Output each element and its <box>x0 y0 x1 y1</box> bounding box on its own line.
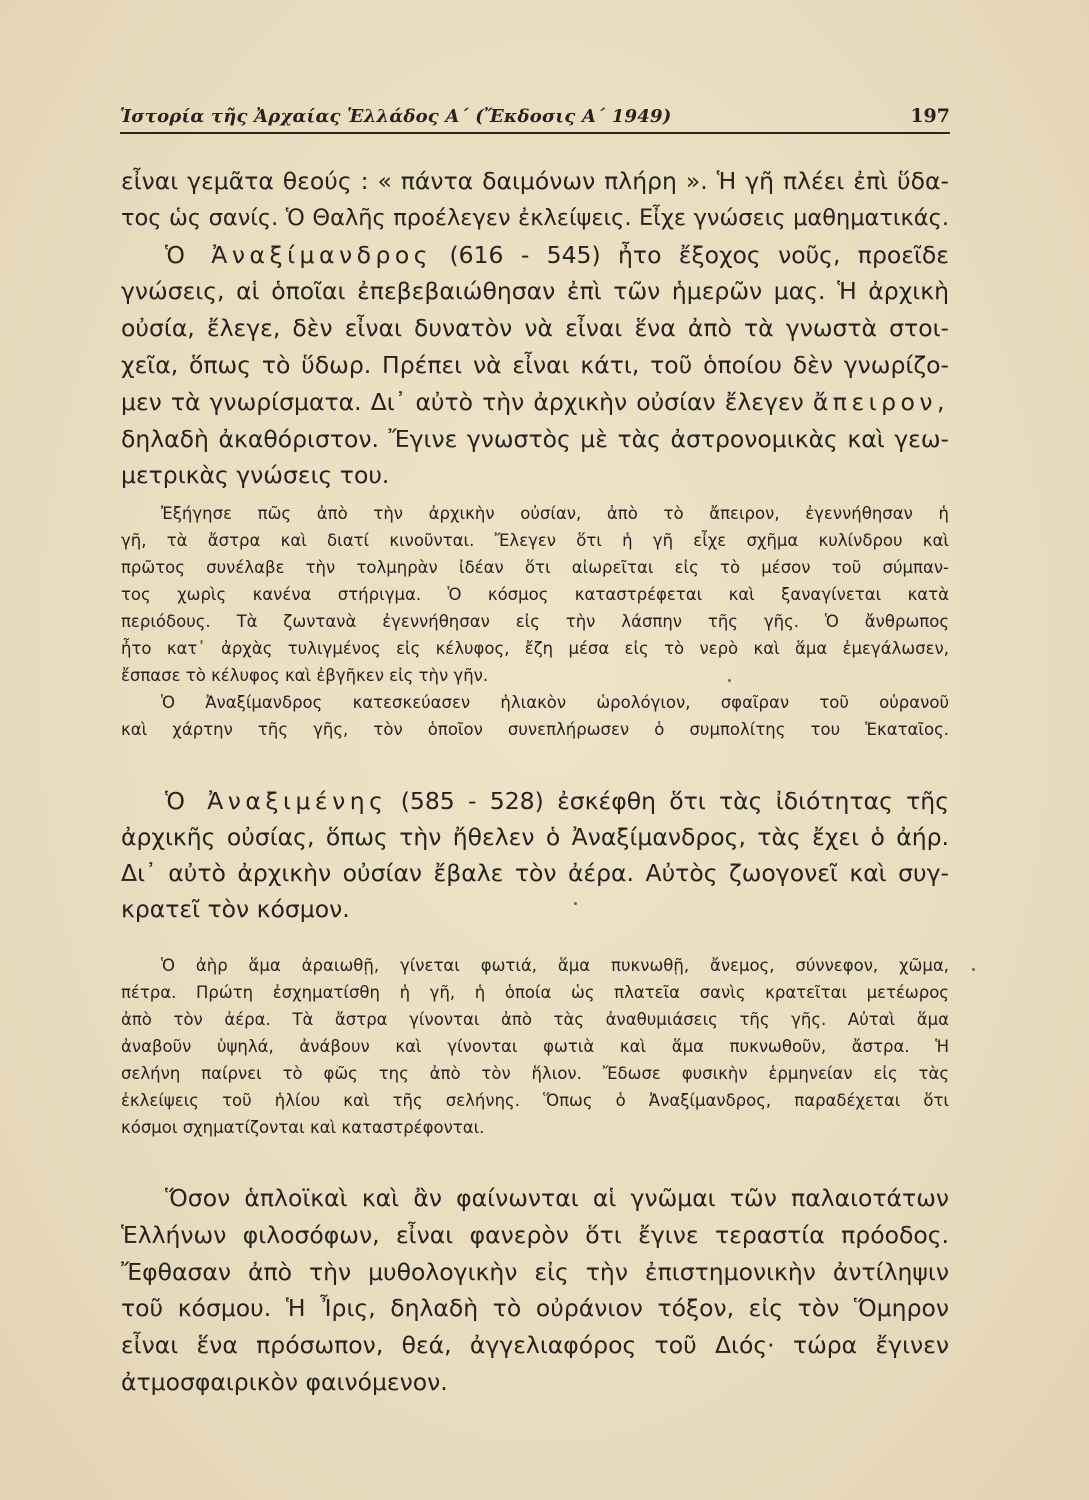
note-line: περιόδους. Τὰ ζωντανὰ ἐγεννήθησαν εἰς τὴν λάσπην τῆς γῆς. Ὁ ἄνθρωπος <box>121 612 949 631</box>
name-anaximenes: Ὁ Ἀναξιμένης <box>165 787 388 815</box>
text-line: Δι᾿ αὐτὸ ἀρχικὴν οὐσίαν ἔβαλε τὸν ἀέρα. Αὐτὸς ζωογονεῖ καὶ συγ- <box>121 859 949 887</box>
running-header <box>120 100 950 134</box>
paragraph-thales <box>121 163 949 237</box>
paper-speck <box>972 968 975 971</box>
note-line: σελήνη παίρνει τὸ φῶς της ἀπὸ τὸν ἥλιον. Ἔδωσε φυσικὴν ἑρμηνείαν εἰς τὰς <box>121 1064 949 1083</box>
text-span: (585 - 528) ἐσκέφθη ὅτι τὰς ἰδιότητας τῆς <box>400 787 949 815</box>
text-span: μεν τὰ γνωρίσματα. Δι᾿ αὐτὸ τὴν ἀρχικὴν οὐσίαν ἔλεγεν <box>121 387 804 416</box>
text-line: εἶναι ἕνα πρόσωπον, θεά, ἀγγελιαφόρος τοῦ Διός· τώρα ἔγινεν <box>121 1331 949 1360</box>
paragraph-anaximander <box>121 237 949 495</box>
term-apeiron: ἄπειρον, <box>812 387 949 416</box>
note-line: πρῶτος συνέλαβε τὴν τολμηρὰν ἰδέαν ὅτι αἰωρεῖται εἰς τὸ μέσον τοῦ σύμπαν- <box>121 558 949 577</box>
text-line: τοῦ κόσμου. Ἡ Ἶρις, δηλαδὴ τὸ οὐράνιον τόξον, εἰς τὸν Ὅμηρον <box>121 1294 949 1323</box>
note-line: Ἐξήγησε πῶς ἀπὸ τὴν ἀρχικὴν οὐσίαν, ἀπὸ τὸ ἄπειρον, ἐγεννήθησαν ἡ <box>161 504 949 523</box>
note-line: Ὁ Ἀναξίμανδρος κατεσκεύασεν ἡλιακὸν ὡρολόγιον, σφαῖραν τοῦ οὐρανοῦ <box>161 693 949 712</box>
note-line: ἦτο κατ᾿ ἀρχὰς τυλιγμένος εἰς κέλυφος, ἔζη μέσα εἰς τὸ νερὸ καὶ ἅμα ἐμεγάλωσεν, <box>121 639 949 658</box>
note-line: πέτρα. Πρώτη ἐσχηματίσθη ἡ γῆ, ἡ ὁποία ὡς πλατεῖα σανὶς κρατεῖται μετέωρος <box>121 983 949 1002</box>
text-line <box>121 783 949 819</box>
note-line: τος χωρὶς κανένα στήριγμα. Ὁ κόσμος καταστρέφεται καὶ ξαναγίνεται κατὰ <box>121 585 949 604</box>
note-line: ἐκλείψεις τοῦ ἡλίου καὶ τῆς σελήνης. Ὅπως ὁ Ἀναξίμανδρος, παραδέχεται ὅτι <box>121 1091 949 1110</box>
note-line: ἀναβοῦν ὑψηλά, ἀνάβουν καὶ γίνονται φωτιὰ καὶ ἅμα πυκνωθοῦν, ἄστρα. Ἡ <box>121 1037 949 1056</box>
text-line: χεῖα, ὅπως τὸ ὕδωρ. Πρέπει νὰ εἶναι κάτι, τοῦ ὁποίου δὲν γνωρίζο- <box>121 350 949 379</box>
page-number: 197 <box>910 105 950 127</box>
text-line: εἶναι γεμᾶτα θεούς : « πάντα δαιμόνων πλήρη ». Ἡ γῆ πλέει ἐπὶ ὕδα- <box>121 167 949 195</box>
text-line: Ἑλλήνων φιλοσόφων, εἶναι φανερὸν ὅτι ἔγινε τεραστία πρόοδος. <box>121 1220 949 1249</box>
note-line: ἔσπασε τὸ κέλυφος καὶ ἐβγῆκεν εἰς τὴν γῆν. <box>121 666 489 685</box>
text-line: ἀρχικῆς οὐσίας, ὅπως τὴν ἤθελεν ὁ Ἀναξίμανδρος, τὰς ἔχει ὁ ἀήρ. <box>121 823 949 851</box>
note-line: ἀπὸ τὸν ἀέρα. Τὰ ἄστρα γίνονται ἀπὸ τὰς ἀναθυμιάσεις τῆς γῆς. Αὐταὶ ἅμα <box>121 1010 949 1029</box>
header-title: Ἱστορία τῆς Ἀρχαίας Ἑλλάδος Α΄ (Ἔκδοσις Α΄ 1949) <box>120 106 672 127</box>
text-line: δηλαδὴ ἀκαθόριστον. Ἔγινε γνωστὸς μὲ τὰς ἀστρονομικὰς καὶ γεω- <box>121 424 949 453</box>
paragraph-conclusion <box>121 1180 949 1401</box>
paragraph-anaximenes <box>121 783 949 927</box>
text-line: κρατεῖ τὸν κόσμον. <box>121 895 350 923</box>
note-line: Ὁ ἀὴρ ἅμα ἀραιωθῇ, γίνεται φωτιά, ἅμα πυκνωθῇ, ἄνεμος, σύννεφον, χῶμα, <box>161 956 949 975</box>
paper-speck <box>574 902 577 905</box>
text-span: (616 - 545) ἦτο ἔξοχος νοῦς, προεῖδε <box>449 240 949 269</box>
text-line: γνώσεις, αἱ ὁποῖαι ἐπεβεβαιώθησαν ἐπὶ τῶν ἡμερῶν μας. Ἡ ἀρχικὴ <box>121 277 949 306</box>
name-anaximander: Ὁ Ἀναξίμανδρος <box>165 240 433 269</box>
note-anaximenes <box>121 952 949 1141</box>
text-line: Ἔφθασαν ἀπὸ τὴν μυθολογικὴν εἰς τὴν ἐπιστημονικὴν ἀντίληψιν <box>121 1257 949 1286</box>
text-line: μετρικὰς γνώσεις του. <box>121 461 390 490</box>
text-line <box>121 384 949 421</box>
text-line <box>121 237 949 274</box>
note-line: καὶ χάρτην τῆς γῆς, τὸν ὁποῖον συνεπλήρωσεν ὁ συμπολίτης του Ἑκαταῖος. <box>121 720 949 739</box>
paper-speck <box>728 679 731 682</box>
note-line: γῆ, τὰ ἄστρα καὶ διατί κινοῦνται. Ἔλεγεν ὅτι ἡ γῆ εἶχε σχῆμα κυλίνδρου καὶ <box>121 531 949 550</box>
text-line: τος ὡς σανίς. Ὁ Θαλῆς προέλεγεν ἐκλείψεις. Εἶχε γνώσεις μαθηματικάς. <box>121 204 949 231</box>
note-anaximander <box>121 500 949 743</box>
text-line: οὐσία, ἔλεγε, δὲν εἶναι δυνατὸν νὰ εἶναι ἕνα ἀπὸ τὰ γνωστὰ στοι- <box>121 314 949 343</box>
note-line: κόσμοι σχηματίζονται καὶ καταστρέφονται. <box>121 1118 485 1137</box>
text-line: Ὅσον ἁπλοϊκαὶ καὶ ἂν φαίνωνται αἱ γνῶμαι τῶν παλαιοτάτων <box>165 1184 949 1212</box>
text-line: ἀτμοσφαιρικὸν φαινόμενον. <box>121 1367 448 1396</box>
